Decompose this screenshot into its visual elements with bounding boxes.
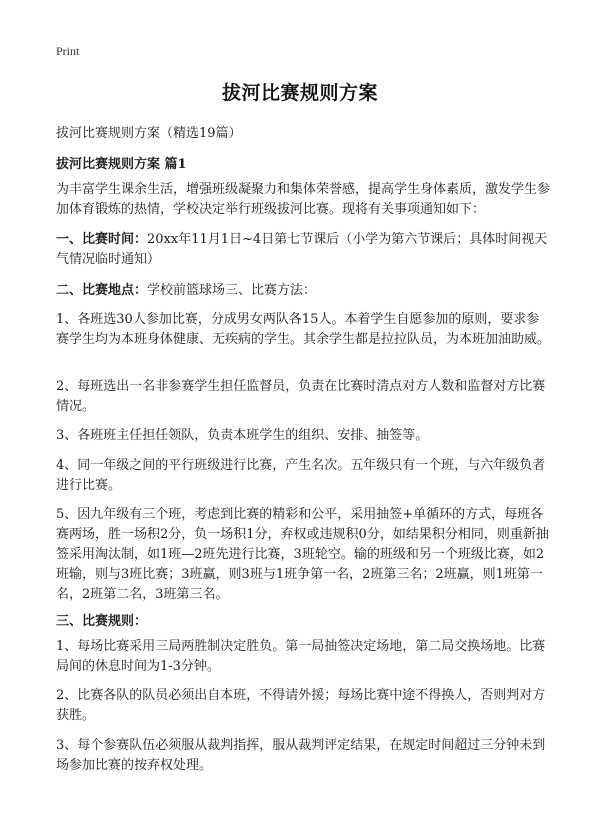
rule-item-2: 2、比赛各队的队员必须出自本班，不得请外援；每场比赛中途不得换人，否则判对方获胜。 bbox=[56, 688, 546, 723]
venue-text: 学校前篮球场三、比赛方法： bbox=[147, 283, 317, 298]
time-paragraph bbox=[56, 230, 550, 270]
method-item-3: 3、各班班主任担任领队，负责本班学生的组织、安排、抽签等。 bbox=[56, 428, 429, 443]
document-subtitle: 拔河比赛规则方案（精选19篇） bbox=[56, 126, 242, 141]
time-text: 20xx年11月1日~4日第七节课后（小学为第六节课后；具体时间视天气情况临时通知） bbox=[56, 232, 548, 267]
print-link[interactable]: Print bbox=[56, 44, 80, 58]
venue-label: 二、比赛地点： bbox=[56, 283, 148, 298]
rules-heading: 三、比赛规则： bbox=[56, 614, 148, 629]
venue-paragraph bbox=[56, 281, 550, 301]
method-item-5: 5、因九年级有三个班，考虑到比赛的精彩和公平，采用抽签+单循环的方式，每班各赛两场，胜一场积2分，负一场积1分，弃权或违规积0分，如结果积分相同，则重新抽签采用淘汰制，如1班—2班先进行比赛，3班轮空。输的班级和另一个班级比赛，如2班输，则与3班比赛；3班赢，则3班与1班争第一名，2班第三名；2班赢，则1班第一名，2班第二名，3班第三名。 bbox=[56, 507, 549, 602]
article-heading: 拔河比赛规则方案 篇1 bbox=[56, 157, 187, 172]
method-item-4: 4、同一年级之间的平行班级进行比赛，产生名次。五年级只有一个班，与六年级负者进行比赛。 bbox=[56, 458, 546, 493]
rule-item-1: 1、每场比赛采用三局两胜制决定胜负。第一局抽签决定场地，第二局交换场地。比赛局间的休息时间为1-3分钟。 bbox=[56, 639, 546, 674]
intro-paragraph: 为丰富学生课余生活，增强班级凝聚力和集体荣誉感，提高学生身体素质，激发学生参加体育锻炼的热情，学校决定举行班级拔河比赛。现将有关事项通知如下： bbox=[56, 182, 551, 217]
method-item-2: 2、每班选出一名非参赛学生担任监督员，负责在比赛时清点对方人数和监督对方比赛情况。 bbox=[56, 379, 546, 414]
method-item-1: 1、各班选30人参加比赛，分成男女两队各15人。本着学生自愿参加的原则，要求参赛学生均为本班身体健康、无疾病的学生。其余学生都是拉拉队员，为本班加油助威。 bbox=[56, 312, 551, 347]
rule-item-3: 3、每个参赛队伍必须服从裁判指挥，服从裁判评定结果，在规定时间超过三分钟未到场参加比赛的按弃权处理。 bbox=[56, 738, 546, 773]
document-title: 拔河比赛规则方案 bbox=[221, 82, 378, 104]
time-label: 一、比赛时间： bbox=[56, 232, 148, 247]
